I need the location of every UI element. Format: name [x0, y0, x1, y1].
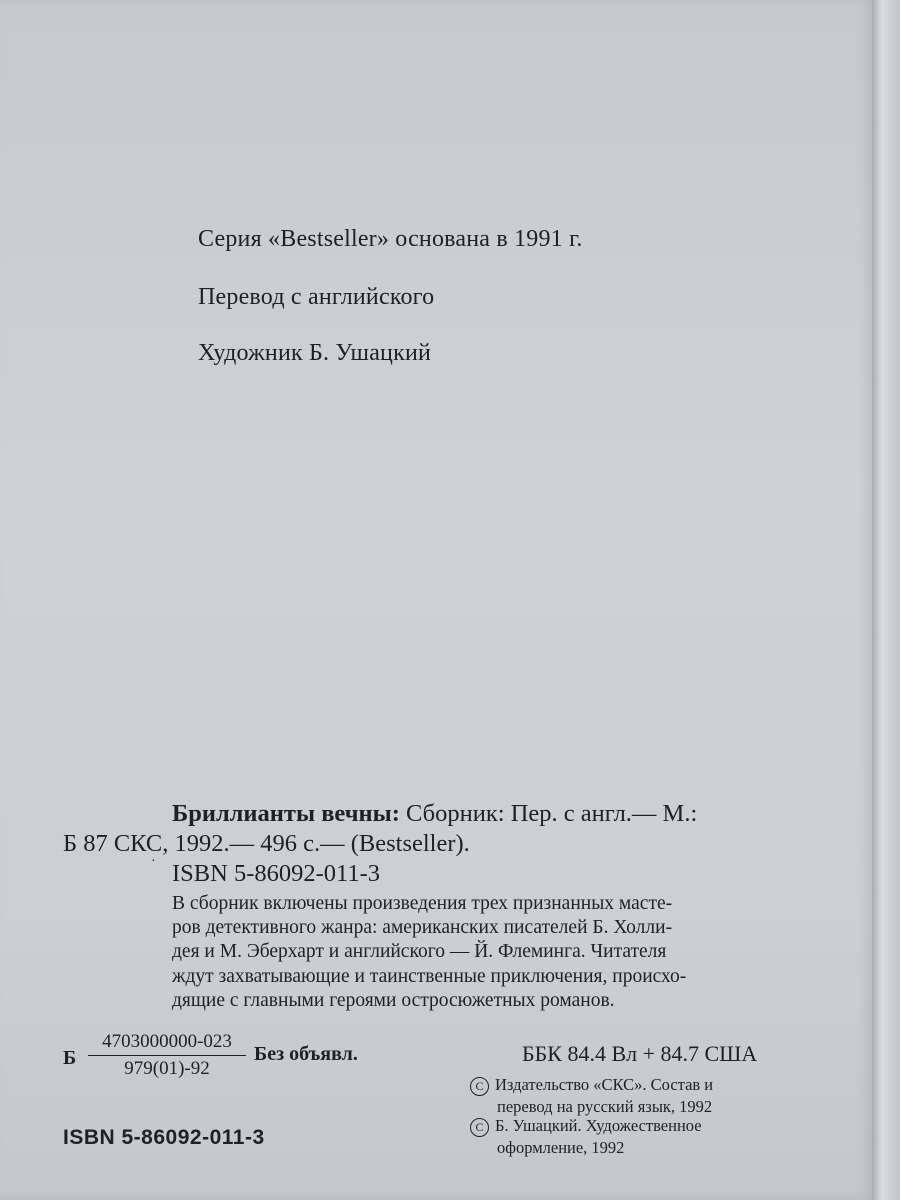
copyright-text: оформление, 1992 [497, 1137, 625, 1157]
translation-line: Перевод с английского [198, 284, 435, 310]
copyright-text: Издательство «СКС». Состав и [495, 1075, 714, 1094]
artist-line: Художник Б. Ушацкий [198, 340, 432, 366]
copyright-icon: C [470, 1077, 489, 1096]
book-title-rest: Сборник: Пер. с англ.— М.: [399, 800, 698, 827]
catalog-code: Б 87 [63, 830, 108, 857]
annotation-line: дея и М. Эберхарт и английского — Й. Флеминга. Читателя [172, 941, 667, 963]
bleed-through-text [560, 150, 572, 203]
fraction-numerator: 4703000000-023 [88, 1030, 246, 1056]
no-ad-note: Без объявл. [254, 1043, 358, 1065]
catalog-isbn: ISBN 5-86092-011-3 [172, 860, 381, 887]
catalog-imprint [63, 830, 470, 858]
page-edge [872, 0, 900, 1200]
imprint-text: СКС, 1992.— 496 с.— (Bestseller). [107, 830, 470, 857]
book-title: Бриллианты вечны: [172, 800, 400, 827]
dot-mark: · [151, 854, 156, 869]
copyright-text: Б. Ушацкий. Художественное [495, 1116, 702, 1135]
fraction-denominator: 979(01)-92 [124, 1058, 210, 1079]
series-line: Серия «Bestseller» основана в 1991 г. [198, 226, 583, 252]
copyright-artist [470, 1115, 702, 1158]
annotation-line: ров детективного жанра: американских писателей Б. Холли- [172, 917, 673, 939]
annotation-line: В сборник включены произведения трех признанных масте- [172, 893, 673, 914]
index-fraction [88, 1030, 246, 1081]
bbk-code: ББК 84.4 Вл + 84.7 США [522, 1041, 758, 1066]
copyright-icon: C [470, 1118, 489, 1137]
copyright-text: перевод на русский язык, 1992 [497, 1096, 713, 1116]
annotation [172, 892, 812, 1013]
index-letter: Б [63, 1047, 77, 1069]
copyright-publisher [470, 1074, 713, 1117]
annotation-line: ждут захватывающие и таинственные приключения, происхо- [172, 965, 687, 987]
annotation-line: дящие с главными героями остросюжетных романов. [172, 989, 615, 1011]
catalog-title [172, 800, 697, 828]
isbn-bottom: ISBN 5-86092-011-3 [63, 1126, 265, 1149]
